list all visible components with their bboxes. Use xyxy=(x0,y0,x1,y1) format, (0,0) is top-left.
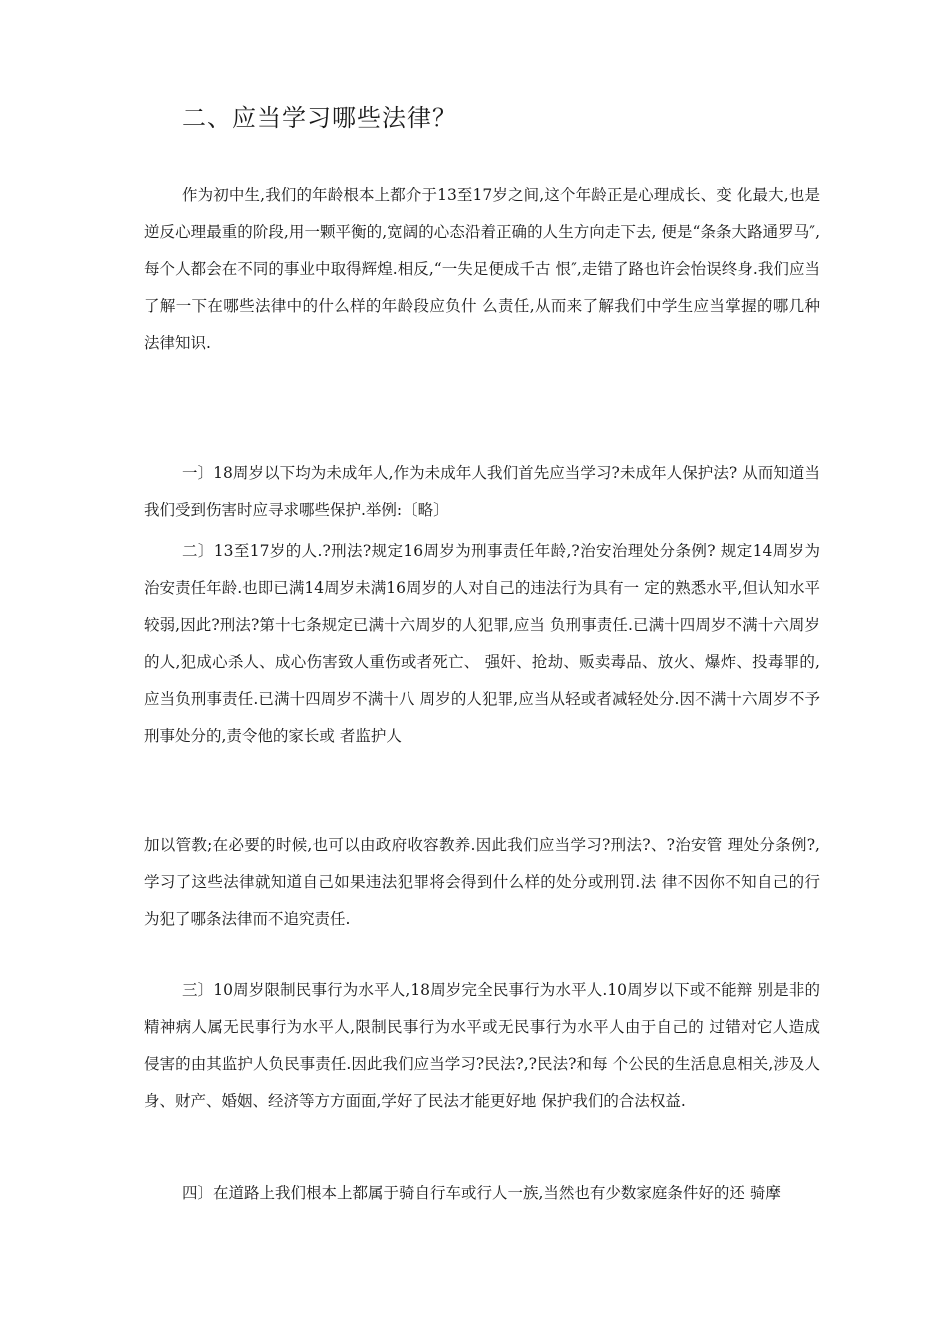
section-heading: 二、应当学习哪些法律？ xyxy=(182,104,457,132)
intro-paragraph: 作为初中生,我们的年龄根本上都介于13至17岁之间,这个年龄正是心理成长、变 化最大,也是逆反心理最重的阶段,用一颗平衡的,宽阔的心态沿着正确的人生方向走下去, 便是“条条大路通罗马″,每个人都会在不同的事业中取得辉煌.相反,“一失足便成千古 恨″,走错了路也许会怡误终身.我们应当了解一下在哪些法律中的什么样的年龄段应负什 么责任,从而来了解我们中学生应当掌握的哪几种法律知识. xyxy=(144,186,820,352)
item-2-paragraph: 二〕13至17岁的人.?刑法?规定16周岁为刑事责任年龄,?治安治理处分条例? 规定14周岁为治安责任年龄.也即已满14周岁未满16周岁的人对自己的违法行为具有一 定的熟悉水平,但认知水平较弱,因此?刑法?第十七条规定已满十六周岁的人犯罪,应当 负刑事责任.已满十四周岁不满十六周岁的人,犯成心杀人、成心伤害致人重伤或者死亡、 强奸、抢劫、贩卖毒品、放火、爆炸、投毒罪的,应当负刑事责任.已满十四周岁不满十八 周岁的人犯罪,应当从轻或者减轻处分.因不满十六周岁不予刑事处分的,责令他的家长或 者监护人 xyxy=(144,542,820,745)
item-1-paragraph: 一〕18周岁以下均为未成年人,作为未成年人我们首先应当学习?未成年人保护法? 从而知道当我们受到伤害时应寻求哪些保护.举例:〔略〕 xyxy=(144,464,820,519)
item-2-continuation-paragraph: 加以管教;在必要的时候,也可以由政府收容教养.因此我们应当学习?刑法?、?治安管 理处分条例?,学习了这些法律就知道自己如果违法犯罪将会得到什么样的处分或刑罚.法 律不因你不知自己的行为犯了哪条法律而不追究责任. xyxy=(144,836,820,928)
item-4-paragraph: 四〕在道路上我们根本上都属于骑自行车或行人一族,当然也有少数家庭条件好的还 骑摩 xyxy=(182,1184,781,1202)
item-3-paragraph: 三〕10周岁限制民事行为水平人,18周岁完全民事行为水平人.10周岁以下或不能辩 别是非的精神病人属无民事行为水平人,限制民事行为水平或无民事行为水平人由于自己的 过错对它人造成侵害的由其监护人负民事责任.因此我们应当学习?民法?,?民法?和每 个公民的生活息息相关,涉及人身、财产、婚姻、经济等方方面面,学好了民法才能更好地 保护我们的合法权益. xyxy=(144,981,820,1110)
